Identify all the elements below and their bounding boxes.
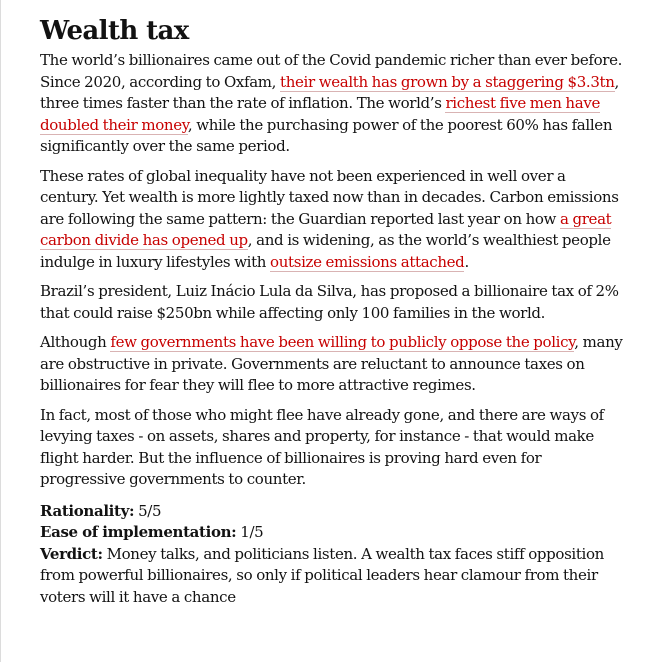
section-heading: Wealth tax — [40, 16, 189, 46]
paragraph-text: . — [464, 252, 469, 271]
paragraph-text: , many are obstructive in private. Governments are reluctant to announce taxes on billionaires for fear they will flee to more attractive regimes. — [40, 333, 623, 394]
verdict — [40, 544, 624, 609]
paragraph-governments — [40, 332, 624, 397]
rationality-value: 5/5 — [134, 501, 162, 520]
verdict-text: Money talks, and politicians listen. A wealth tax faces stiff opposition from powerful billionaires, so only if political leaders hear clamour from their voters will it have a chance — [40, 544, 604, 606]
link-few-governments[interactable]: few governments have been willing to publicly oppose the policy — [110, 333, 575, 351]
verdict-label: Verdict: — [40, 544, 103, 563]
ratings-block — [40, 501, 624, 609]
link-wealth-grown[interactable]: their wealth has grown by a staggering $3.3tn — [280, 72, 615, 91]
paragraph-brazil: Brazil’s president, Luiz Inácio Lula da Silva, has proposed a billionaire tax of 2% that could raise $250bn while affecting only 100 families in the world. — [40, 282, 619, 322]
ease-value: 1/5 — [236, 523, 264, 541]
paragraph-oxfam — [40, 50, 624, 158]
paragraph-text: These rates of global inequality have not been experienced in well over a century. Yet wealth is more lightly taxed now than in decades. Carbon emissions are following the same pattern: the Guardian reported last year on how — [40, 166, 619, 228]
paragraph-inequality — [40, 166, 624, 274]
paragraph-text: Although — [40, 333, 111, 351]
rationality-label: Rationality: — [40, 501, 135, 520]
paragraph-flee: In fact, most of those who might flee have already gone, and there are ways of levying taxes - on assets, shares and property, for instance - that would make flight harder. But the influence of billionaires is proving hard even for progressive governments to counter. — [40, 405, 604, 488]
paragraph-text: , and is widening, as the world’s wealthiest people indulge in luxury lifestyles with — [40, 231, 611, 271]
ease-rating — [40, 522, 624, 544]
ease-label: Ease of implementation: — [40, 523, 237, 541]
paragraph-text: , while the purchasing power of the poorest 60% has fallen significantly over the same period. — [40, 115, 613, 155]
rationality-rating — [40, 501, 624, 523]
paragraph-text: , three times faster than the rate of inflation. The world’s — [40, 72, 619, 112]
paragraph-text: The world’s billionaires came out of the Covid pandemic richer than ever before. Since 2020, according to Oxfam, — [40, 51, 623, 91]
link-richest-five-men[interactable]: richest five men have doubled their money — [40, 94, 600, 134]
link-carbon-divide[interactable]: a great carbon divide has opened up — [40, 209, 612, 249]
link-outsize-emissions[interactable]: outsize emissions attached — [270, 252, 465, 271]
